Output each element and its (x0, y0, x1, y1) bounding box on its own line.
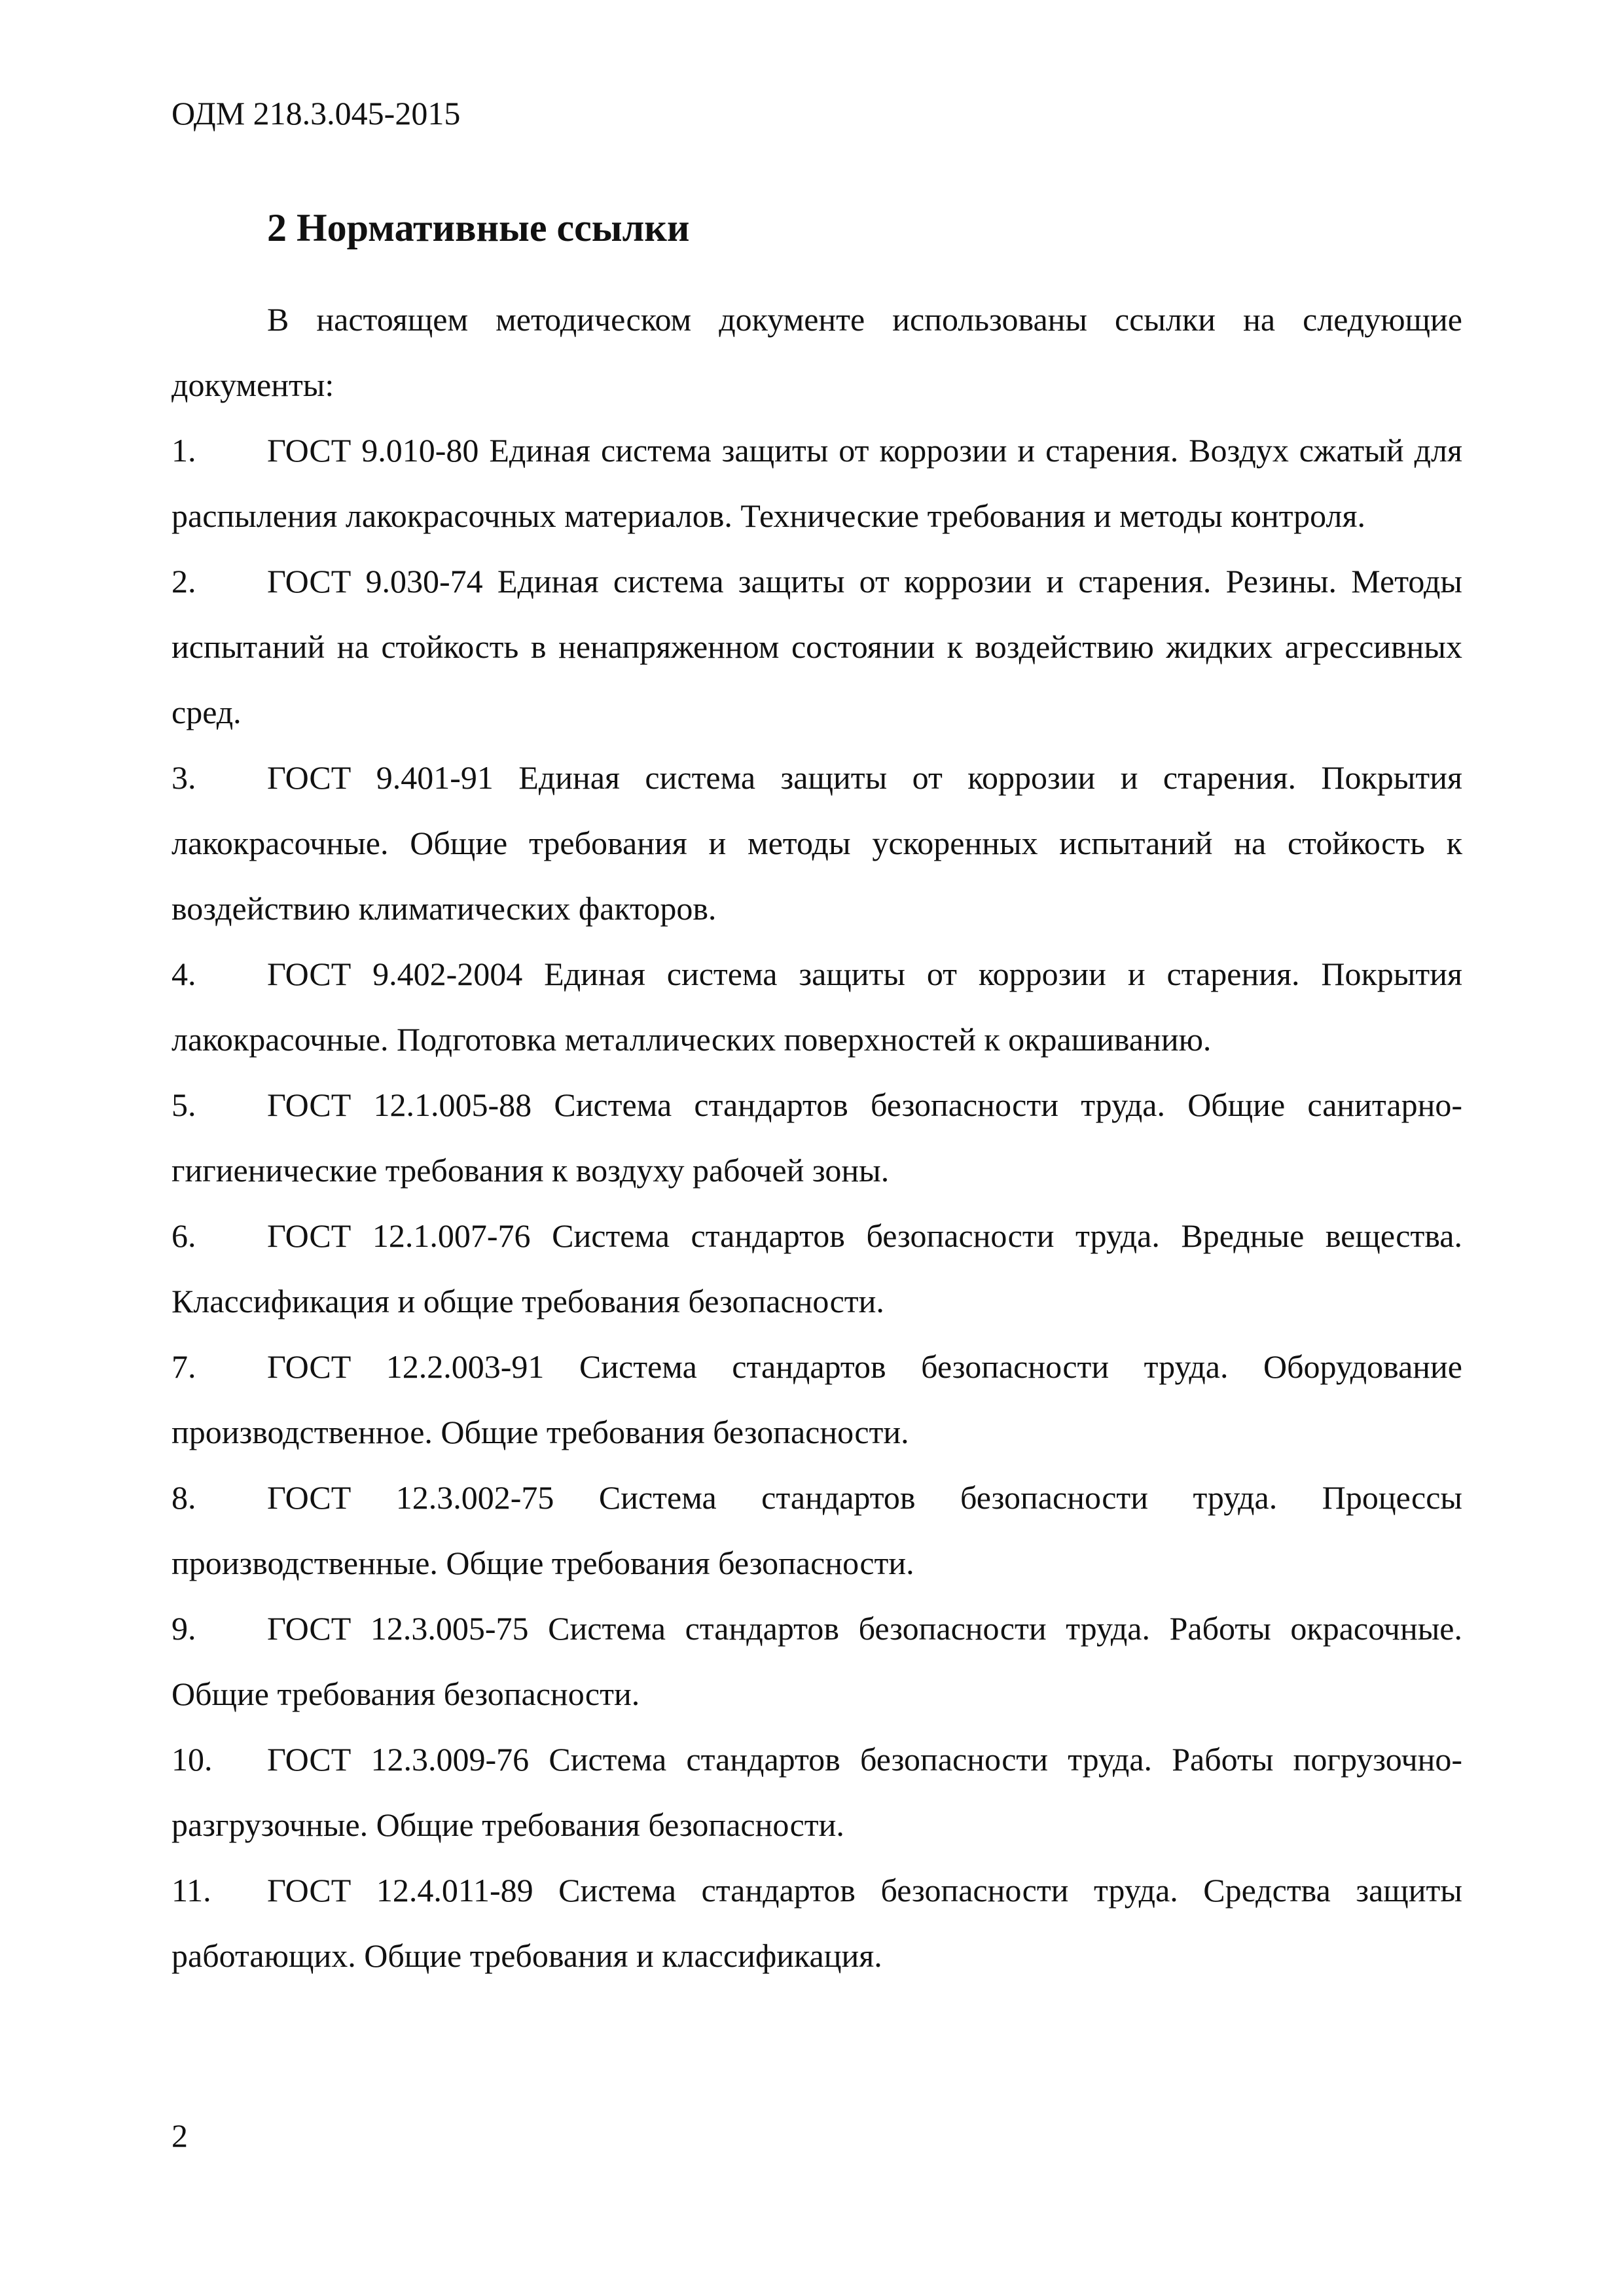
reference-number: 3. (171, 759, 196, 796)
reference-number: 6. (171, 1217, 196, 1254)
reference-text: ГОСТ 12.2.003-91 Система стандартов безопасности труда. Оборудование производственное. Общие требования безопасности. (171, 1348, 1462, 1450)
reference-item-9 (171, 1596, 1462, 1727)
reference-text: ГОСТ 9.402-2004 Единая система защиты от коррозии и старения. Покрытия лакокрасочные. Подготовка металлических поверхностей к окрашиванию. (171, 956, 1462, 1058)
reference-text: ГОСТ 9.030-74 Единая система защиты от коррозии и старения. Резины. Методы испытаний на стойкость в ненапряженном состоянии к воздействию жидких агрессивных сред. (171, 563, 1462, 730)
reference-item-8 (171, 1465, 1462, 1596)
reference-number: 1. (171, 432, 196, 469)
reference-item-11 (171, 1857, 1462, 1988)
reference-item-3 (171, 745, 1462, 941)
reference-number: 7. (171, 1348, 196, 1385)
reference-number: 8. (171, 1479, 196, 1516)
section-title: 2 Нормативные ссылки (267, 206, 690, 249)
reference-item-1 (171, 418, 1462, 548)
intro-paragraph: В настоящем методическом документе использованы ссылки на следующие документы: (171, 301, 1462, 403)
reference-text: ГОСТ 9.401-91 Единая система защиты от коррозии и старения. Покрытия лакокрасочные. Общие требования и методы ускоренных испытаний на стойкость к воздействию климатических факторов. (171, 759, 1462, 927)
reference-item-10 (171, 1727, 1462, 1857)
reference-item-5 (171, 1072, 1462, 1203)
reference-text: ГОСТ 12.3.005-75 Система стандартов безопасности труда. Работы окрасочные. Общие требования безопасности. (171, 1610, 1462, 1712)
reference-text: ГОСТ 12.1.005-88 Система стандартов безопасности труда. Общие санитарно-гигиенические требования к воздуху рабочей зоны. (171, 1086, 1462, 1189)
reference-item-7 (171, 1334, 1462, 1465)
document-code-header: ОДМ 218.3.045-2015 (171, 95, 461, 132)
reference-number: 11. (171, 1872, 211, 1909)
reference-text: ГОСТ 9.010-80 Единая система защиты от коррозии и старения. Воздух сжатый для распыления лакокрасочных материалов. Технические требования и методы контроля. (171, 432, 1462, 534)
reference-number: 5. (171, 1086, 196, 1123)
section-body (171, 287, 1462, 1988)
reference-number: 2. (171, 563, 196, 600)
reference-text: ГОСТ 12.3.009-76 Система стандартов безопасности труда. Работы погрузочно-разгрузочные. Общие требования безопасности. (171, 1741, 1462, 1843)
reference-item-4 (171, 941, 1462, 1072)
reference-number: 4. (171, 956, 196, 992)
reference-item-6 (171, 1203, 1462, 1334)
reference-text: ГОСТ 12.4.011-89 Система стандартов безопасности труда. Средства защиты работающих. Общие требования и классификация. (171, 1872, 1462, 1974)
reference-text: ГОСТ 12.1.007-76 Система стандартов безопасности труда. Вредные вещества. Классификация и общие требования безопасности. (171, 1217, 1462, 1319)
reference-text: ГОСТ 12.3.002-75 Система стандартов безопасности труда. Процессы производственные. Общие требования безопасности. (171, 1479, 1462, 1581)
reference-item-2 (171, 548, 1462, 745)
reference-number: 9. (171, 1610, 196, 1647)
page-number: 2 (171, 2117, 188, 2154)
reference-number: 10. (171, 1741, 213, 1778)
